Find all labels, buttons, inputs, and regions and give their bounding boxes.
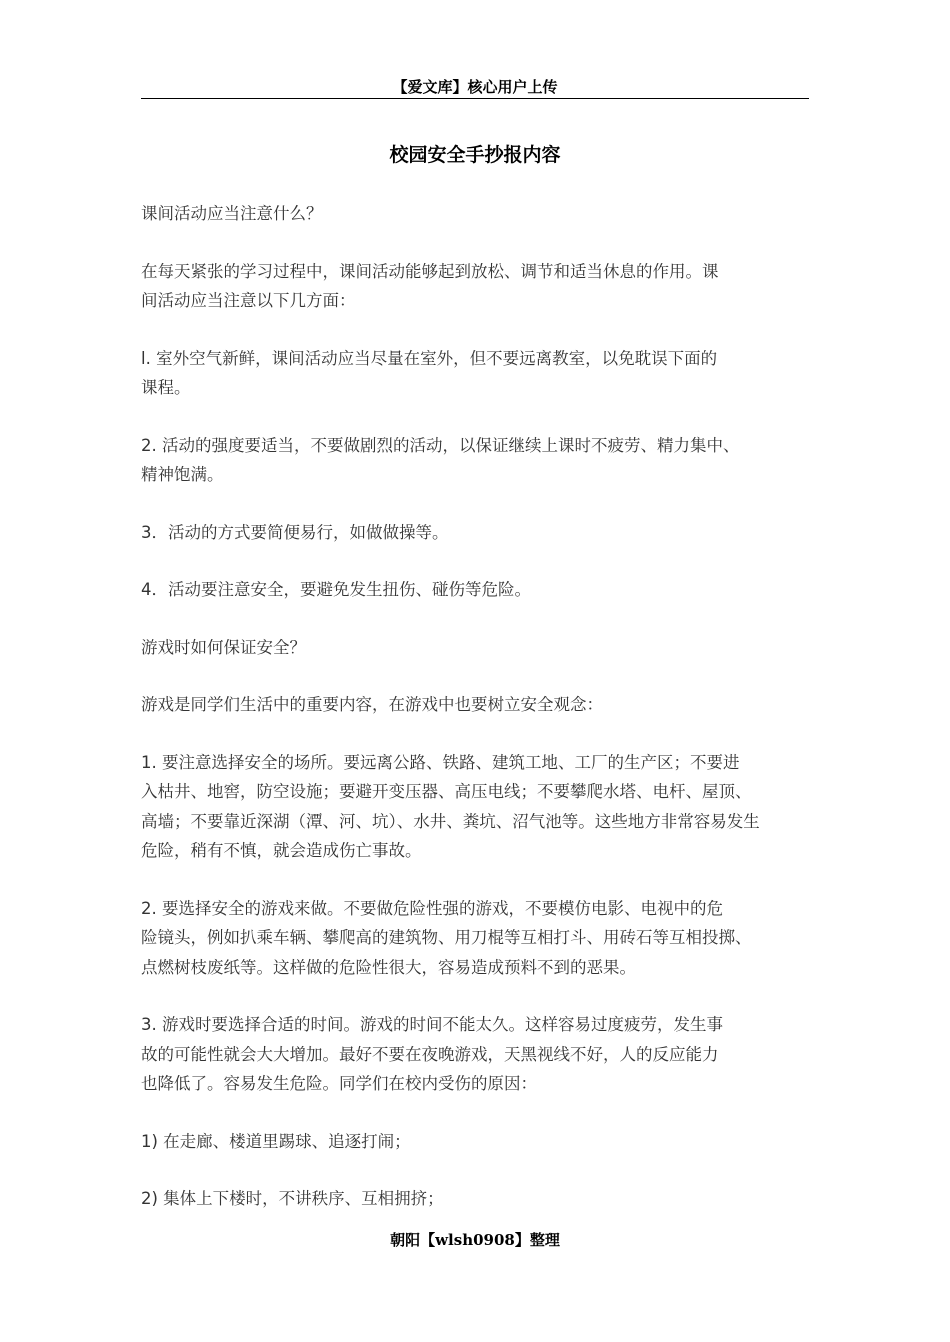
- paragraph-recess-question: 课间活动应当注意什么？: [141, 204, 323, 223]
- paragraph-game-question: 游戏时如何保证安全？: [141, 637, 306, 657]
- paragraph-injury-cause-1: 1) 在走廊、楼道里踢球、追逐打闹；: [141, 1131, 411, 1151]
- paragraph-recess-point-1: l. 室外空气新鲜，课间活动应当尽量在室外，但不要远离教室，以免耽误下面的 课程。: [141, 348, 718, 397]
- paragraph-recess-intro: 在每天紧张的学习过程中，课间活动能够起到放松、调节和适当休息的作用。课 间活动应当注意以下几方面：: [141, 261, 719, 310]
- paragraph-recess-point-3: 3．活动的方式要简便易行，如做做操等。: [141, 522, 449, 542]
- paragraph-game-point-2: 2. 要选择安全的游戏来做。不要做危险性强的游戏，不要模仿电影、电视中的危 险镜头，例如扒乘车辆、攀爬高的建筑物、用刀棍等互相打斗、用砖石等互相投掷、 点燃树枝废纸等。这样做的危险性很大，容易造成预料不到的恶果。: [141, 898, 752, 977]
- document-body: [141, 199, 824, 1242]
- page-header: 【爱文库】核心用户上传: [141, 76, 809, 99]
- document-title: 校园安全手抄报内容: [389, 144, 561, 166]
- paragraph-game-intro: 游戏是同学们生活中的重要内容，在游戏中也要树立安全观念：: [141, 695, 603, 714]
- paragraph-game-point-1: 1. 要注意选择安全的场所。要远离公路、铁路、建筑工地、工厂的生产区；不要进 入枯井、地窖，防空设施；要避开变压器、高压电线；不要攀爬水塔、电杆、屋顶、 高墙；不要靠近深湖（潭、河、坑）、水井、粪坑、沼气池等。这些地方非常容易发生 危险，稍有不慎，就会造成伤亡事故。: [141, 752, 760, 860]
- paragraph-injury-cause-2: 2) 集体上下楼时，不讲秩序、互相拥挤；: [141, 1189, 444, 1208]
- paragraph-recess-point-4: 4．活动要注意安全，要避免发生扭伤、碰伤等危险。: [141, 580, 531, 599]
- paragraph-game-point-3: 3. 游戏时要选择合适的时间。游戏的时间不能太久。这样容易过度疲劳，发生事 故的可能性就会大大增加。最好不要在夜晚游戏，天黑视线不好，人的反应能力 也降低了。容易发生危险。同学们在校内受伤的原因：: [141, 1015, 723, 1093]
- paragraph-recess-point-2: 2. 活动的强度要适当，不要做剧烈的活动，以保证继续上课时不疲劳、精力集中、 精神饱满。: [141, 435, 740, 484]
- page-footer: 朝阳【wlsh0908】整理: [390, 1231, 560, 1249]
